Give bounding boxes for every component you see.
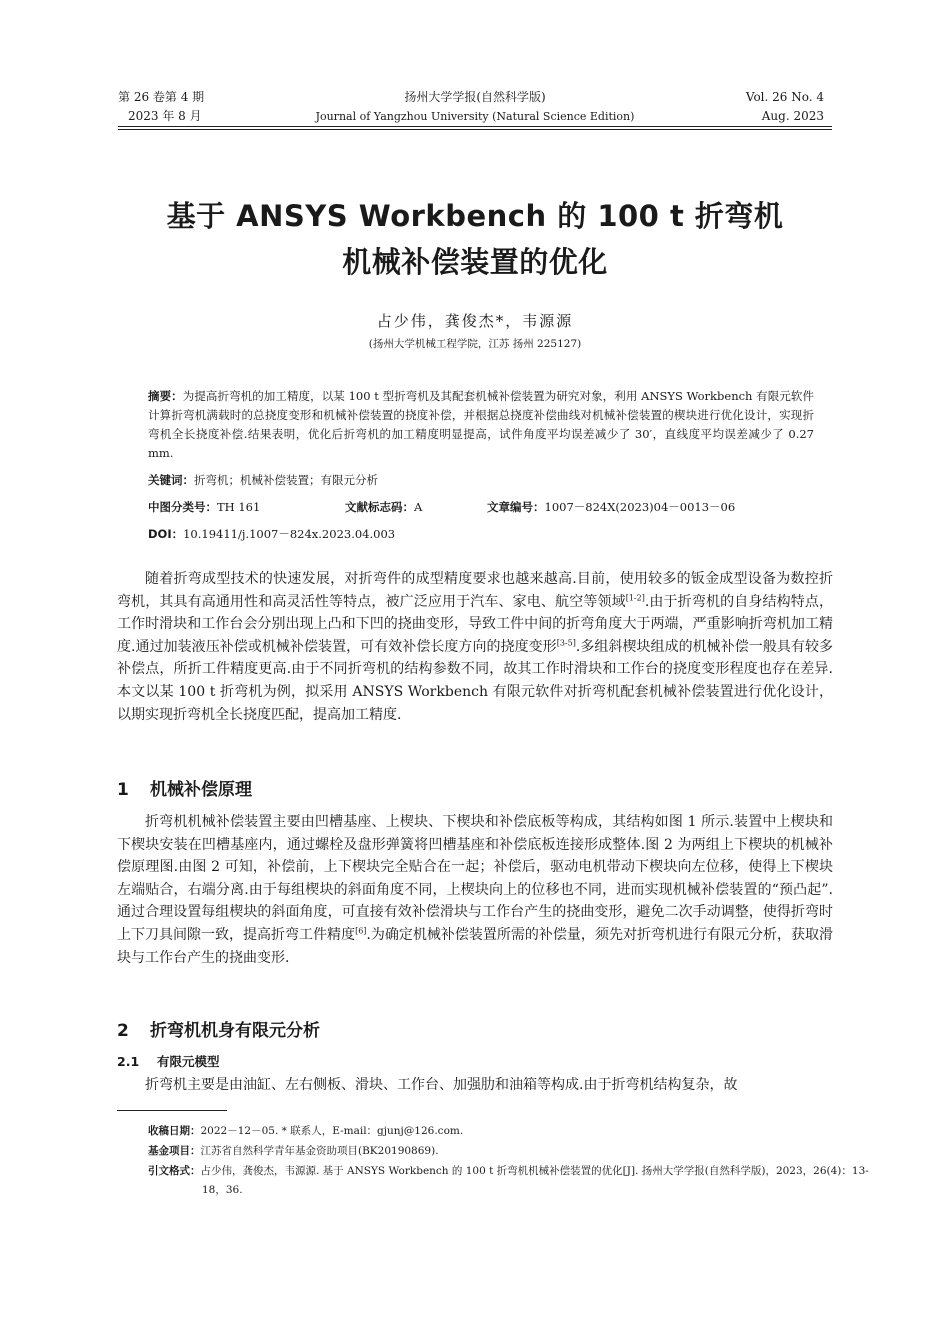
intro-paragraph — [117, 568, 833, 726]
doi-label: DOI： — [148, 527, 184, 541]
section-2-title: 折弯机机身有限元分析 — [150, 1021, 320, 1041]
cite-text: 占少伟，龚俊杰，韦源源. 基于 ANSYS Workbench 的 100 t 折弯机机械补偿装置的优化[J]. 扬州大学学报(自然科学版)，2023，26(4)：13-18，36. — [200, 1165, 869, 1196]
fund-text: 江苏省自然科学青年基金资助项目(BK20190869). — [200, 1145, 439, 1157]
clc-label: 中图分类号： — [148, 500, 217, 514]
received-label: 收稿日期： — [148, 1125, 201, 1137]
citation-1-2: [1-2] — [625, 592, 645, 602]
paper-title — [0, 193, 950, 285]
doi-value: 10.19411/j.1007－824x.2023.04.003 — [183, 527, 396, 541]
fund-label: 基金项目： — [148, 1145, 201, 1157]
section-1-heading — [117, 775, 252, 800]
intro-text-1: 随着折弯成型技术的快速发展，对折弯件的成型精度要求也越来越高.目前，使用较多的钣金成型设备为数控折弯机，其具有高通用性和高灵活性等特点，被广泛应用于汽车、家电、航空等领域 — [117, 571, 833, 610]
citation-3-5: [3-5] — [556, 638, 576, 648]
section-2-text: 折弯机主要是由油缸、左右侧板、滑块、工作台、加强肋和油箱等构成.由于折弯机结构复杂，故 — [145, 1077, 738, 1093]
section-2-paragraph — [117, 1074, 833, 1097]
keywords-label: 关键词： — [148, 473, 194, 487]
header-date-cn: 2023 年 8 月 — [128, 109, 202, 123]
subsection-2-1-number: 2.1 — [117, 1054, 140, 1069]
received-text: 2022－12－05. * 联系人，E-mail：gjunj@126.com. — [200, 1125, 464, 1137]
title-line-2: 机械补偿装置的优化 — [342, 245, 608, 279]
header-right — [746, 88, 824, 126]
footnote-citation — [148, 1162, 892, 1200]
header-volume-cn: 第 26 卷第 4 期 — [118, 90, 205, 104]
intro-text-2: .由于折弯机的自身结构特点，工作时滑块和工作台会分别出现上凸和下凹的挠曲变形，导致工件中间的折弯角度大于两端，严重影响折弯机加工精度.通过加装液压补偿或机械补偿装置，可有效补偿长度方向的挠度变形 — [117, 593, 833, 655]
footnote-received — [148, 1122, 838, 1141]
header-rule-bottom — [118, 129, 832, 130]
footnote-rule — [117, 1110, 227, 1111]
doc-code-label: 文献标志码： — [345, 500, 414, 514]
article-number — [487, 498, 735, 516]
abstract-text: 为提高折弯机的加工精度，以某 100 t 型折弯机及其配套机械补偿装置为研究对象，利用 ANSYS Workbench 有限元软件计算折弯机满载时的总挠度变形和机械补偿装置的挠度补偿，并根据总挠度补偿曲线对机械补偿装置的楔块进行优化设计，实现折弯机全长挠度补偿.结果表明，优化后折弯机的加工精度明显提高，试件角度平均误差减少了 30′，直线度平均误差减少了 0.27 mm. — [148, 389, 814, 460]
subsection-2-1-heading — [117, 1052, 220, 1070]
title-line-1: 基于 ANSYS Workbench 的 100 t 折弯机 — [166, 199, 784, 233]
header-rule-top — [118, 126, 832, 127]
intro-text-3: .多组斜楔块组成的机械补偿一般具有较多补偿点，所折工件精度更高.由于不同折弯机的结构参数不同，故其工作时滑块和工作台的挠度变形程度也存在差异.本文以某 100 t 折弯机为例，拟采用 ANSYS Workbench 有限元软件对折弯机配套机械补偿装置进行优化设计，以期实现折弯机全长挠度匹配，提高加工精度. — [117, 638, 834, 723]
header-journal-en: Journal of Yangzhou University (Natural Science Edition) — [315, 110, 635, 123]
section-1-number: 1 — [117, 780, 129, 800]
abstract-label: 摘要： — [148, 389, 183, 403]
keywords-text: 折弯机；机械补偿装置；有限元分析 — [194, 473, 378, 487]
section-1-paragraph — [117, 811, 833, 969]
section-2-heading — [117, 1016, 320, 1041]
section-1-text-1: 折弯机机械补偿装置主要由凹槽基座、上楔块、下楔块和补偿底板等构成，其结构如图 1 所示.装置中上楔块和下楔块安装在凹槽基座内，通过螺栓及盘形弹簧将凹槽基座和补偿底板连接形成整体.图 2 为两组上下楔块的机械补偿原理图.由图 2 可知，补偿前，上下楔块完全贴合在一起；补偿后，驱动电机带动下楔块向左位移，使得上下楔块左端贴合，右端分离.由于每组楔块的斜面角度不同，上楔块向上的位移也不同，进而实现机械补偿装置的“预凸起”.通过合理设置每组楔块的斜面角度，可直接有效补偿滑块与工作台产生的挠曲变形，避免二次手动调整，使得折弯时上下刀具间隙一致，提高折弯工件精度 — [117, 814, 833, 943]
document-code — [345, 498, 422, 516]
article-no-value: 1007－824X(2023)04－0013－06 — [544, 500, 736, 514]
section-2-number: 2 — [117, 1021, 129, 1041]
doi — [148, 525, 395, 543]
citation-6: [6] — [355, 926, 367, 936]
clc-number — [148, 498, 260, 516]
header-volume-en: Vol. 26 No. 4 — [745, 90, 824, 104]
section-1-title: 机械补偿原理 — [150, 780, 252, 800]
footnote-fund — [148, 1142, 838, 1161]
header-journal-cn: 扬州大学学报(自然科学版) — [404, 90, 546, 104]
article-no-label: 文章编号： — [487, 500, 545, 514]
keywords — [148, 471, 378, 489]
authors: 占少伟，龚俊杰*，韦源源 — [376, 312, 574, 330]
section-1-text-2: .为确定机械补偿装置所需的补偿量，须先对折弯机进行有限元分析，获取滑块与工作台产生的挠曲变形. — [117, 926, 834, 966]
affiliation: (扬州大学机械工程学院，江苏 扬州 225127) — [368, 338, 582, 350]
subsection-2-1-title: 有限元模型 — [157, 1054, 220, 1069]
header-date-en: Aug. 2023 — [761, 109, 824, 123]
clc-value: TH 161 — [217, 500, 261, 514]
doc-code-value: A — [414, 500, 423, 514]
abstract — [148, 387, 814, 463]
cite-label: 引文格式： — [148, 1165, 201, 1177]
